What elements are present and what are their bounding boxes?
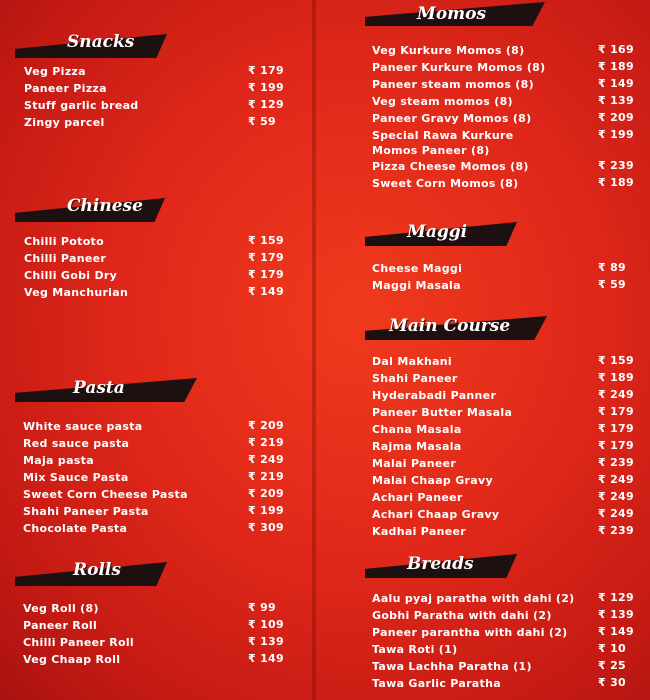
- item-price: ₹ 219: [248, 436, 284, 449]
- item-price: ₹ 219: [248, 470, 284, 483]
- menu-list: [372, 42, 645, 192]
- menu-list: [372, 353, 645, 540]
- item-name: Chilli Pototo: [24, 235, 104, 248]
- item-price: ₹ 179: [598, 422, 634, 435]
- item-name: Maggi Masala: [372, 279, 461, 292]
- item-name: Paneer Butter Masala: [372, 406, 513, 419]
- item-price: ₹ 89: [598, 261, 626, 274]
- item-name: Veg Pizza: [24, 65, 86, 78]
- menu-list: [24, 233, 300, 301]
- menu-item: [372, 489, 645, 506]
- section-banner: [15, 556, 300, 594]
- item-price: ₹ 109: [248, 618, 284, 631]
- menu-item: [372, 624, 645, 641]
- item-price: ₹ 99: [248, 601, 276, 614]
- menu-item: [23, 520, 300, 537]
- item-name: Paneer Kurkure Momos (8): [372, 61, 546, 74]
- menu-item: [24, 114, 300, 131]
- item-name: Aalu pyaj paratha with dahi (2): [372, 592, 575, 605]
- item-price: ₹ 249: [598, 490, 634, 503]
- menu-item: [372, 421, 645, 438]
- menu-item: [372, 455, 645, 472]
- item-price: ₹ 129: [598, 591, 634, 604]
- menu-item: [24, 233, 300, 250]
- section-title: Breads: [407, 554, 474, 574]
- item-price: ₹ 199: [248, 81, 284, 94]
- menu-item: [372, 590, 645, 607]
- section-maggi: [365, 216, 645, 294]
- menu-item: [372, 127, 645, 158]
- menu-item: [372, 277, 645, 294]
- item-price: ₹ 179: [598, 439, 634, 452]
- item-name: Chilli Paneer: [24, 252, 107, 265]
- item-name: Tawa Garlic Paratha: [372, 677, 501, 690]
- item-price: ₹ 159: [598, 354, 634, 367]
- item-price: ₹ 309: [248, 521, 284, 534]
- menu-item: [372, 675, 645, 692]
- menu-item: [372, 641, 645, 658]
- menu-item: [372, 404, 645, 421]
- item-price: ₹ 239: [598, 456, 634, 469]
- item-name: Tawa Roti (1): [372, 643, 458, 656]
- menu-list: [372, 260, 645, 294]
- menu-item: [23, 600, 300, 617]
- item-name: Chilli Gobi Dry: [24, 269, 118, 282]
- menu-item: [372, 93, 645, 110]
- item-name: Malai Chaap Gravy: [372, 474, 493, 487]
- item-name: Achari Paneer: [372, 491, 463, 504]
- menu-item: [23, 469, 300, 486]
- menu-item: [24, 63, 300, 80]
- menu-item: [372, 158, 645, 175]
- menu-item: [372, 76, 645, 93]
- menu-item: [23, 651, 300, 668]
- item-price: ₹ 149: [598, 625, 634, 638]
- item-price: ₹ 179: [248, 64, 284, 77]
- item-price: ₹ 249: [598, 388, 634, 401]
- item-name: Chana Masala: [372, 423, 462, 436]
- section-banner: [365, 216, 645, 254]
- item-name: Veg Roll (8): [23, 602, 99, 615]
- menu-item: [372, 260, 645, 277]
- item-price: ₹ 30: [598, 676, 626, 689]
- section-breads: [365, 548, 645, 692]
- item-price: ₹ 249: [598, 473, 634, 486]
- section-banner: [365, 0, 645, 38]
- section-title: Momos: [417, 4, 487, 24]
- item-price: ₹ 25: [598, 659, 626, 672]
- section-title: Rolls: [73, 560, 121, 580]
- item-price: ₹ 189: [598, 371, 634, 384]
- menu-list: [24, 63, 300, 131]
- section-title: Snacks: [67, 32, 135, 52]
- item-price: ₹ 149: [598, 77, 634, 90]
- item-name: Veg Manchurian: [24, 286, 129, 299]
- menu-item: [24, 267, 300, 284]
- menu-list: [23, 600, 300, 668]
- section-banner: [15, 28, 300, 66]
- item-name: Sweet Corn Momos (8): [372, 177, 519, 190]
- section-title: Pasta: [73, 378, 125, 398]
- section-pasta: [15, 372, 300, 537]
- item-price: ₹ 149: [248, 285, 284, 298]
- section-snacks: [15, 28, 300, 131]
- menu-item: [23, 634, 300, 651]
- item-name: Maja pasta: [23, 454, 94, 467]
- item-price: ₹ 139: [598, 608, 634, 621]
- menu-item: [23, 486, 300, 503]
- section-banner: [15, 192, 300, 230]
- item-price: ₹ 249: [248, 453, 284, 466]
- item-name: Shahi Paneer Pasta: [23, 505, 149, 518]
- menu-item: [23, 617, 300, 634]
- column-divider: [312, 0, 316, 700]
- item-price: ₹ 179: [248, 268, 284, 281]
- menu-item: [372, 59, 645, 76]
- menu-list: [23, 418, 300, 537]
- item-price: ₹ 209: [598, 111, 634, 124]
- item-name: Zingy parcel: [24, 116, 105, 129]
- item-price: ₹ 199: [248, 504, 284, 517]
- item-price: ₹ 169: [598, 43, 634, 56]
- menu-item: [372, 42, 645, 59]
- section-chinese: [15, 192, 300, 301]
- item-price: ₹ 179: [598, 405, 634, 418]
- item-name: Dal Makhani: [372, 355, 452, 368]
- item-name: Paneer steam momos (8): [372, 78, 534, 91]
- menu-item: [372, 472, 645, 489]
- item-price: ₹ 239: [598, 159, 634, 172]
- section-title: Main Course: [389, 316, 511, 336]
- section-momos: [365, 0, 645, 192]
- menu-item: [24, 250, 300, 267]
- item-price: ₹ 249: [598, 507, 634, 520]
- item-price: ₹ 159: [248, 234, 284, 247]
- item-price: ₹ 189: [598, 176, 634, 189]
- item-name: Paneer parantha with dahi (2): [372, 626, 568, 639]
- section-banner: [15, 372, 300, 410]
- section-rolls: [15, 556, 300, 668]
- menu-item: [372, 370, 645, 387]
- menu-item: [24, 97, 300, 114]
- item-price: ₹ 189: [598, 60, 634, 73]
- item-price: ₹ 59: [248, 115, 276, 128]
- item-price: ₹ 59: [598, 278, 626, 291]
- menu-item: [372, 607, 645, 624]
- section-banner: [365, 310, 645, 348]
- item-name: Achari Chaap Gravy: [372, 508, 500, 521]
- item-name: Cheese Maggi: [372, 262, 463, 275]
- item-price: ₹ 139: [248, 635, 284, 648]
- item-name: Pizza Cheese Momos (8): [372, 160, 529, 173]
- item-price: ₹ 10: [598, 642, 626, 655]
- menu-item: [372, 506, 645, 523]
- item-name: Tawa Lachha Paratha (1): [372, 660, 532, 673]
- item-name: Gobhi Paratha with dahi (2): [372, 609, 552, 622]
- item-name: Stuff garlic bread: [24, 99, 139, 112]
- menu-item: [372, 658, 645, 675]
- item-price: ₹ 179: [248, 251, 284, 264]
- menu-item: [23, 418, 300, 435]
- item-price: ₹ 149: [248, 652, 284, 665]
- item-name: White sauce pasta: [23, 420, 143, 433]
- item-name: Hyderabadi Panner: [372, 389, 497, 402]
- item-price: ₹ 129: [248, 98, 284, 111]
- item-name: Chilli Paneer Roll: [23, 636, 134, 649]
- section-title: Chinese: [67, 196, 143, 216]
- item-name: Paneer Pizza: [24, 82, 107, 95]
- menu-item: [23, 503, 300, 520]
- item-name: Kadhai Paneer: [372, 525, 466, 538]
- menu-item: [23, 452, 300, 469]
- item-price: ₹ 209: [248, 487, 284, 500]
- section-title: Maggi: [407, 222, 468, 242]
- menu-item: [372, 110, 645, 127]
- item-name: Paneer Roll: [23, 619, 98, 632]
- menu-item: [24, 80, 300, 97]
- item-price: ₹ 209: [248, 419, 284, 432]
- item-name: Red sauce pasta: [23, 437, 130, 450]
- item-price: ₹ 199: [598, 128, 634, 141]
- item-name: Veg Chaap Roll: [23, 653, 121, 666]
- menu-item: [372, 438, 645, 455]
- menu-item: [372, 175, 645, 192]
- item-name: Malai Paneer: [372, 457, 457, 470]
- item-name: Sweet Corn Cheese Pasta: [23, 488, 188, 501]
- menu-list: [372, 590, 645, 692]
- menu-item: [23, 435, 300, 452]
- menu-item: [372, 353, 645, 370]
- item-name: Veg Kurkure Momos (8): [372, 44, 525, 57]
- menu-item: [372, 523, 645, 540]
- item-name: Paneer Gravy Momos (8): [372, 112, 532, 125]
- item-name: Veg steam momos (8): [372, 95, 513, 108]
- item-name: Mix Sauce Pasta: [23, 471, 129, 484]
- menu-item: [372, 387, 645, 404]
- section-banner: [365, 548, 645, 586]
- menu-item: [24, 284, 300, 301]
- item-name: Rajma Masala: [372, 440, 462, 453]
- item-price: ₹ 139: [598, 94, 634, 107]
- item-price: ₹ 239: [598, 524, 634, 537]
- item-name: Special Rawa Kurkure Momos Paneer (8): [372, 129, 514, 157]
- item-name: Chocolate Pasta: [23, 522, 128, 535]
- section-main-course: [365, 310, 645, 540]
- item-name: Shahi Paneer: [372, 372, 458, 385]
